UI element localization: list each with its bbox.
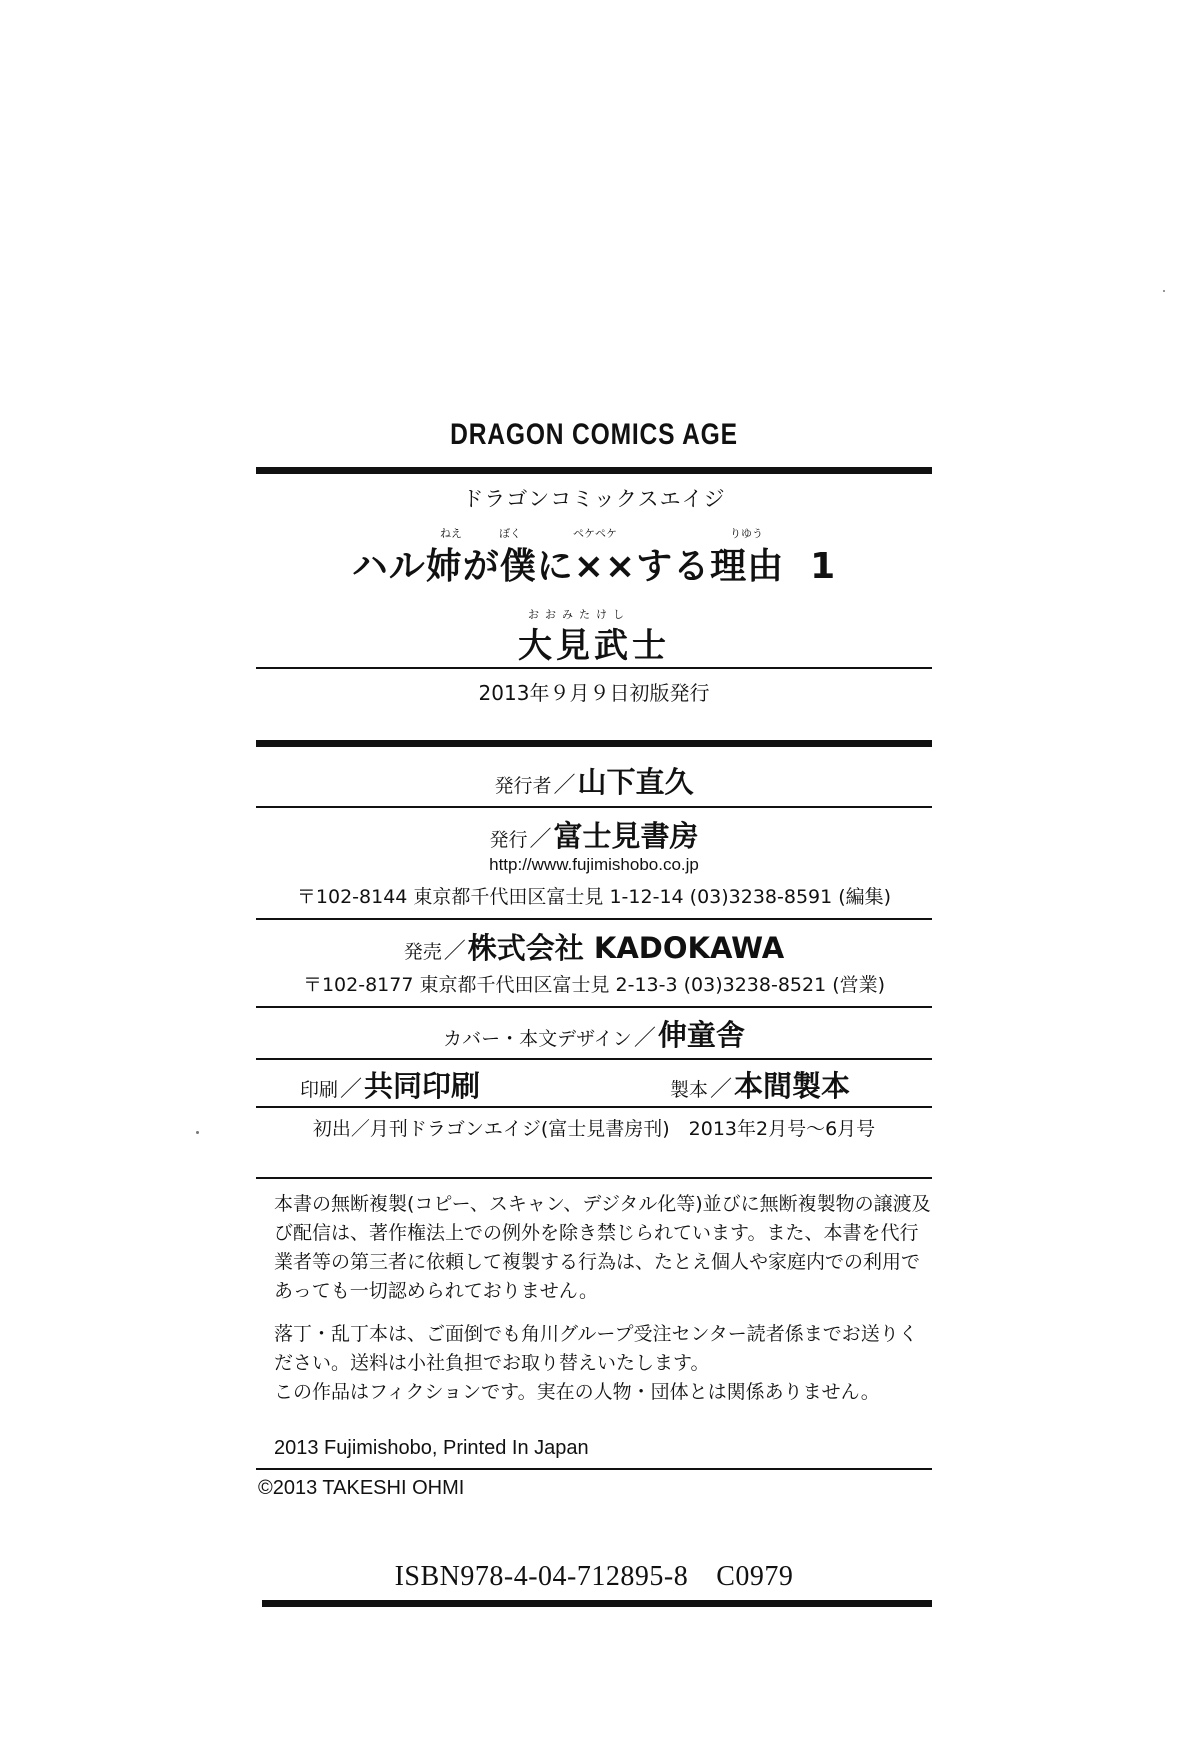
rule-before-author-copyright: [256, 1468, 932, 1470]
book-title: [256, 538, 932, 589]
distributor-name: 株式会社 KADOKAWA: [467, 931, 785, 965]
rule-after-printing: [256, 1106, 932, 1108]
printed-in-japan: 2013 Fujimishobo, Printed In Japan: [274, 1437, 589, 1459]
separator: ／: [340, 1077, 363, 1102]
isbn-line: [256, 1561, 932, 1593]
separator: ／: [710, 1077, 733, 1102]
author-ruby: おおみたけし: [528, 608, 630, 621]
rule-before-notices: [256, 1177, 932, 1179]
series-name-japanese: ドラゴンコミックスエイジ: [462, 487, 726, 511]
sales-row: [256, 926, 932, 967]
publisher-name: 富士見書房: [553, 819, 699, 853]
binder-name: 本間製本: [734, 1069, 851, 1103]
author-name: 大見武士: [518, 626, 670, 666]
issuer-name: 山下直久: [577, 765, 694, 799]
copyright-notice: 本書の無断複製(コピー、スキャン、デジタル化等)並びに無断複製物の譲渡及び配信は、著作権法上での例外を除き禁じられています。また、本書を代行業者等の第三者に依頼して複製する行為は、たとえ個人や家庭内での利用であっても一切認められておりません。: [274, 1193, 931, 1302]
binding-row: [670, 1064, 930, 1105]
bottom-thick-rule: [262, 1600, 932, 1607]
book-title-text: ハル姉が僕に××する理由: [351, 546, 785, 587]
volume-number: 1: [810, 546, 837, 587]
top-thick-rule: [256, 467, 932, 474]
binding-label: 製本: [670, 1079, 709, 1101]
scan-speck: [1163, 290, 1165, 292]
rule-after-issuer: [256, 806, 932, 808]
author-copyright: ©2013 TAKESHI OHMI: [258, 1477, 465, 1499]
title-ruby-nee: ねえ: [440, 527, 462, 540]
issuer-row: [256, 760, 932, 801]
rule-after-distributor: [256, 1006, 932, 1008]
middle-thick-rule: [256, 740, 932, 747]
rule-after-design: [256, 1058, 932, 1060]
series-name-english: DRAGON COMICS AGE: [450, 418, 738, 451]
designer-name: 伸童舎: [657, 1018, 745, 1052]
rule-after-author: [256, 667, 932, 669]
notice-block: [274, 1190, 934, 1407]
scan-speck: [196, 1131, 199, 1134]
design-label: カバー・本文デザイン: [443, 1028, 632, 1050]
fiction-notice: この作品はフィクションです。実在の人物・団体とは関係ありません。: [274, 1381, 880, 1403]
title-ruby-pekepeke: ペケペケ: [573, 527, 617, 540]
printer-name: 共同印刷: [364, 1069, 481, 1103]
rule-after-publisher: [256, 918, 932, 920]
publisher-address: 〒102-8144 東京都千代田区富士見 1-12-14 (03)3238-8591 (編集): [296, 886, 892, 908]
publisher-row: [256, 814, 932, 855]
first-edition-date: 2013年９月９日初版発行: [478, 681, 710, 705]
title-ruby-riyuu: りゆう: [730, 527, 763, 540]
classification-code: C0979: [716, 1561, 794, 1592]
publisher-url: http://www.fujimishobo.co.jp: [489, 855, 699, 874]
publish-label: 発行: [489, 829, 528, 851]
distributor-address: 〒102-8177 東京都千代田区富士見 2-13-3 (03)3238-8521 (営業): [302, 974, 886, 996]
design-row: [256, 1013, 932, 1054]
title-ruby-boku: ぼく: [499, 527, 521, 540]
separator: ／: [443, 939, 466, 964]
sales-label: 発売: [403, 941, 442, 963]
separator: ／: [529, 827, 552, 852]
separator: ／: [553, 773, 576, 798]
printing-label: 印刷: [300, 1079, 339, 1101]
separator: ／: [633, 1026, 656, 1051]
first-appearance: 初出／月刊ドラゴンエイジ(富士見書房刊) 2013年2月号〜6月号: [312, 1118, 876, 1140]
defect-notice: 落丁・乱丁本は、ご面倒でも角川グループ受注センター読者係までお送りください。送料は小社負担でお取り替えいたします。: [274, 1323, 918, 1374]
issuer-label: 発行者: [494, 775, 552, 797]
isbn-number: ISBN978-4-04-712895-8: [394, 1561, 689, 1592]
printing-row: [300, 1064, 560, 1105]
